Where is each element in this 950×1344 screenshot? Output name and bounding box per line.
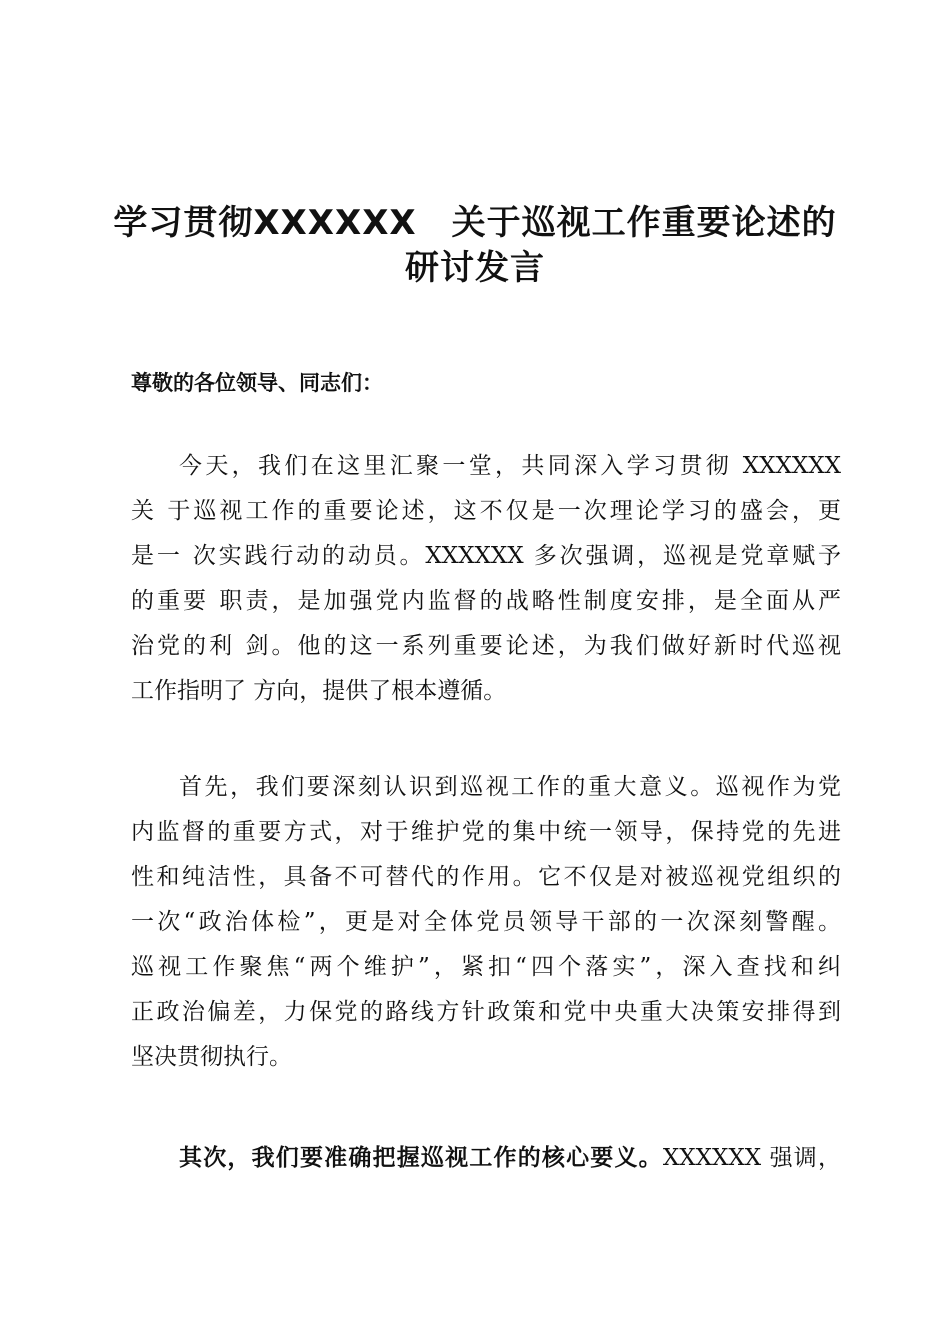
paragraph-1-line: 的重要 职责，是加强党内监督的战略性制度安排，是全面从严 xyxy=(131,588,841,614)
paragraph-1-line: 治党的利 剑。他的这一系列重要论述，为我们做好新时代巡视 xyxy=(131,633,841,659)
paragraph-2-line: 坚决贯彻执行。 xyxy=(131,1044,292,1070)
paragraph-2 xyxy=(131,765,841,1080)
paragraph-3 xyxy=(131,1136,841,1181)
document-title-line-2: 研讨发言 xyxy=(405,248,545,288)
paragraph-1-line: 关 于巡视工作的重要论述，这不仅是一次理论学习的盛会，更 xyxy=(131,498,841,524)
paragraph-2-line xyxy=(131,765,841,810)
paragraph-3-first-line-rest: XXXXXX 强调， xyxy=(662,1145,841,1171)
paragraph-2-lead: 首先，我们要深刻认识到巡视工作的重大意义。 xyxy=(179,774,716,800)
paragraph-2-first-line-rest: 巡视作为党 xyxy=(715,774,842,800)
paragraph-1-line: 是一 次实践行动的动员。XXXXXX 多次强调，巡视是党章赋予 xyxy=(131,543,841,569)
paragraph-2-line: 性和纯洁性，具备不可替代的作用。它不仅是对被巡视党组织的 xyxy=(131,864,841,890)
paragraph-2-line: 内监督的重要方式，对于维护党的集中统一领导，保持党的先进 xyxy=(131,819,841,845)
paragraph-1-line: 工作指明了 方向，提供了根本遵循。 xyxy=(131,678,507,704)
paragraph-1-line: 今天，我们在这里汇聚一堂，共同深入学习贯彻 XXXXXX xyxy=(179,453,841,479)
document-title-line-1: 学习贯彻XXXXXX 关于巡视工作重要论述的 xyxy=(113,203,837,243)
paragraph-2-line: 一次“政治体检”，更是对全体党员领导干部的一次深刻警醒。 xyxy=(131,909,841,935)
paragraph-2-line: 正政治偏差，力保党的路线方针政策和党中央重大决策安排得到 xyxy=(131,999,841,1025)
paragraph-3-line xyxy=(131,1136,841,1181)
paragraph-2-line: 巡视工作聚焦“两个维护”，紧扣“四个落实”，深入查找和纠 xyxy=(131,954,841,980)
paragraph-1 xyxy=(131,444,841,714)
salutation: 尊敬的各位领导、同志们： xyxy=(131,370,383,395)
paragraph-3-lead: 其次，我们要准确把握巡视工作的核心要义。 xyxy=(179,1145,663,1171)
